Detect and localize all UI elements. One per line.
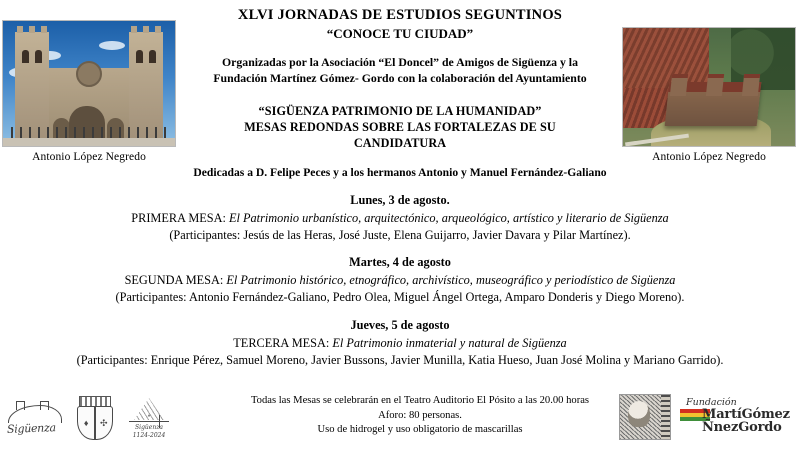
foundation-name-part-1: Martí xyxy=(702,407,742,422)
castle-aerial-photo xyxy=(622,27,796,147)
footer-note-line-2: Aforo: 80 personas. xyxy=(378,409,462,421)
cathedral-tower-right xyxy=(129,32,163,140)
foundation-name xyxy=(702,408,790,434)
session-mesa-label: PRIMERA MESA: xyxy=(131,211,230,225)
session-mesa xyxy=(0,211,800,227)
cathedral-photo xyxy=(2,20,176,147)
footer-note-line-1: Todas las Mesas se celebrarán en el Teatro Auditorio El Pósito a las 20.00 horas xyxy=(250,395,590,406)
photo-block-left xyxy=(0,20,178,163)
session-mesa-topic: El Patrimonio urbanístico, arquitectónico, arqueológico, artístico y literario de Sigüenza xyxy=(229,211,669,225)
foundation-name-part-3: Ñnez xyxy=(702,420,739,435)
logo-group-left xyxy=(6,390,176,442)
dedication-text: Dedicadas a D. Felipe Peces y a los hermanos Antonio y Manuel Fernández-Galiano xyxy=(193,166,607,179)
skyline-turret xyxy=(40,401,49,410)
session-item xyxy=(0,193,800,243)
artwork-figure xyxy=(628,401,650,427)
siguenza-skyline-logo xyxy=(6,400,62,442)
theme-line-3: CANDIDATURA xyxy=(353,135,447,150)
photo-caption-left: Antonio López Negredo xyxy=(32,151,146,163)
plaza-ground xyxy=(3,138,175,146)
organizers-line-2: Fundación Martínez Gómez- Gordo con la colaboración del Ayuntamiento xyxy=(213,70,587,85)
session-participants: (Participantes: Enrique Pérez, Samuel Moreno, Javier Bussons, Javier Munilla, Katia Hueso, Juan José Molina y Mariano Garrido). xyxy=(76,352,724,367)
skyline-turret xyxy=(16,401,25,410)
castle-building xyxy=(665,82,762,126)
commemorative-line-2: 1124-2024 xyxy=(132,431,166,439)
sessions-list xyxy=(0,193,800,380)
cloud-shape xyxy=(99,41,125,50)
artwork-side-strip xyxy=(661,395,670,439)
session-mesa-label: SEGUNDA MESA: xyxy=(124,273,227,288)
shield-icon xyxy=(77,406,113,440)
commemorative-line-1: Sigüenza xyxy=(135,424,163,431)
theme-block xyxy=(182,103,618,152)
session-participants: (Participantes: Jesús de las Heras, José Juste, Elena Guijarro, Javier Davara y Pilar Martínez). xyxy=(169,227,631,242)
forest-area xyxy=(731,28,795,90)
session-participants: (Participantes: Antonio Fernández-Galiano, Pedro Olea, Miguel Ángel Ortega, Amparo Donderis y Diego Moreno). xyxy=(115,290,685,305)
organizers-block xyxy=(182,55,618,87)
session-date: Jueves, 5 de agosto xyxy=(350,317,450,332)
rose-window xyxy=(76,61,102,87)
organizers-line-1: Organizadas por la Asociación “El Doncel” de Amigos de Sigüenza y la xyxy=(221,54,578,69)
theme-line-2: MESAS REDONDAS SOBRE LAS FORTALEZAS DE SU xyxy=(244,119,556,134)
session-mesa-topic: El Patrimonio histórico, etnográfico, archivístico, museográfico y periodístico de Sigüenza xyxy=(226,273,676,288)
session-date: Lunes, 3 de agosto. xyxy=(350,193,450,207)
foundation-name-part-2: Gómez xyxy=(741,407,790,422)
foundation-word-top: Fundación xyxy=(686,397,737,408)
fundacion-martinez-gomez-gordo-logo xyxy=(680,397,790,437)
footer-note xyxy=(200,394,640,438)
siguenza-coat-of-arms-logo xyxy=(74,396,114,442)
page-title: XLVI JORNADAS DE ESTUDIOS SEGUNTINOS xyxy=(237,7,563,23)
session-mesa xyxy=(0,336,800,352)
logo-group-right xyxy=(619,392,794,442)
siguenza-commemorative-logo xyxy=(126,396,172,442)
session-mesa xyxy=(0,273,800,289)
commemorative-rule xyxy=(129,421,169,422)
photo-block-right xyxy=(620,27,798,163)
header-text-column xyxy=(182,0,618,151)
page-subtitle: “CONOCE TU CIUDAD” xyxy=(326,25,474,41)
foundation-artwork-thumbnail xyxy=(619,394,671,440)
session-mesa-topic: El Patrimonio inmaterial y natural de Sigüenza xyxy=(332,335,567,350)
session-mesa-label: TERCERA MESA: xyxy=(233,335,333,350)
foundation-name-part-4: Gordo xyxy=(738,420,782,435)
shield-charge-left: ♦ xyxy=(83,418,89,428)
footer-note-line-3: Uso de hidrogel y uso obligatorio de mascarillas xyxy=(317,424,523,436)
theme-line-1: “SIGÜENZA PATRIMONIO DE LA HUMANIDAD” xyxy=(258,103,542,118)
session-item xyxy=(0,318,800,368)
photo-caption-right: Antonio López Negredo xyxy=(652,151,766,163)
commemorative-text xyxy=(128,424,170,439)
cathedral-tower-left xyxy=(15,32,49,140)
session-date: Martes, 4 de agosto xyxy=(349,255,451,270)
session-item xyxy=(0,255,800,305)
skyline-logo-word: Sigüenza xyxy=(6,421,56,436)
shield-charge-right: ✣ xyxy=(100,417,108,428)
